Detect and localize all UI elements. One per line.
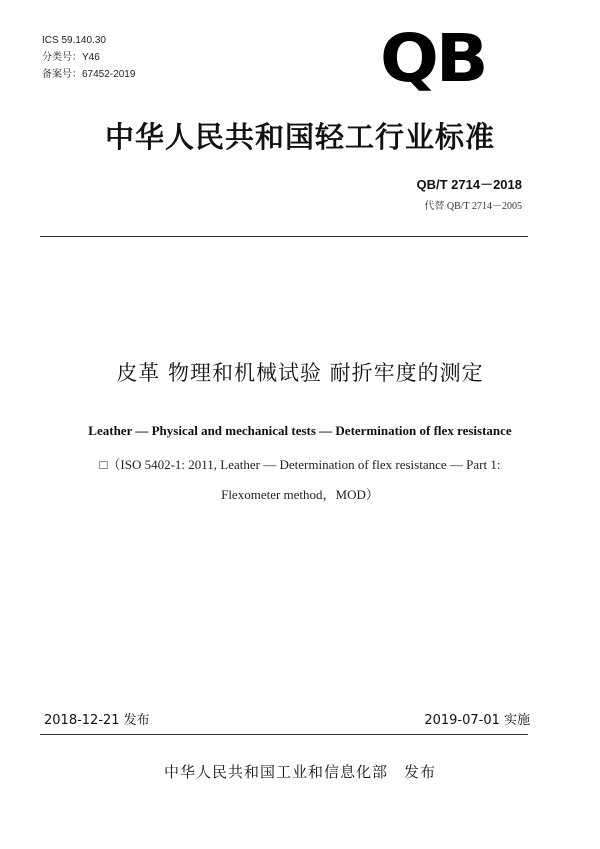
top-divider xyxy=(40,236,528,237)
document-title-chinese: 皮革 物理和机械试验 耐折牢度的测定 xyxy=(116,361,484,385)
classification-number: 分类号：Y46 xyxy=(42,52,100,63)
issue-date: 2018-12-21 发布 xyxy=(44,713,150,728)
issuing-authority: 中华人民共和国工业和信息化部 发布 xyxy=(163,763,436,781)
replaces-standard: 代替 QB/T 2714－2005 xyxy=(424,201,522,212)
iso-reference-line-1: □（ISO 5402-1: 2011, Leather — Determination of flex resistance — Part 1: xyxy=(99,457,501,472)
iso-reference-line-2: Flexometer method，MOD） xyxy=(221,487,379,502)
standard-category-title: 中华人民共和国轻工行业标准 xyxy=(104,120,495,154)
bottom-divider xyxy=(40,734,528,735)
ics-code: ICS 59.140.30 xyxy=(42,35,106,46)
standard-number: QB/T 2714－2018 xyxy=(416,177,522,192)
qb-logo: QB xyxy=(380,20,486,97)
document-title-english: Leather — Physical and mechanical tests — Determination of flex resistance xyxy=(88,423,512,438)
implementation-date: 2019-07-01 实施 xyxy=(424,713,530,728)
registration-number: 备案号：67452-2019 xyxy=(42,69,136,80)
